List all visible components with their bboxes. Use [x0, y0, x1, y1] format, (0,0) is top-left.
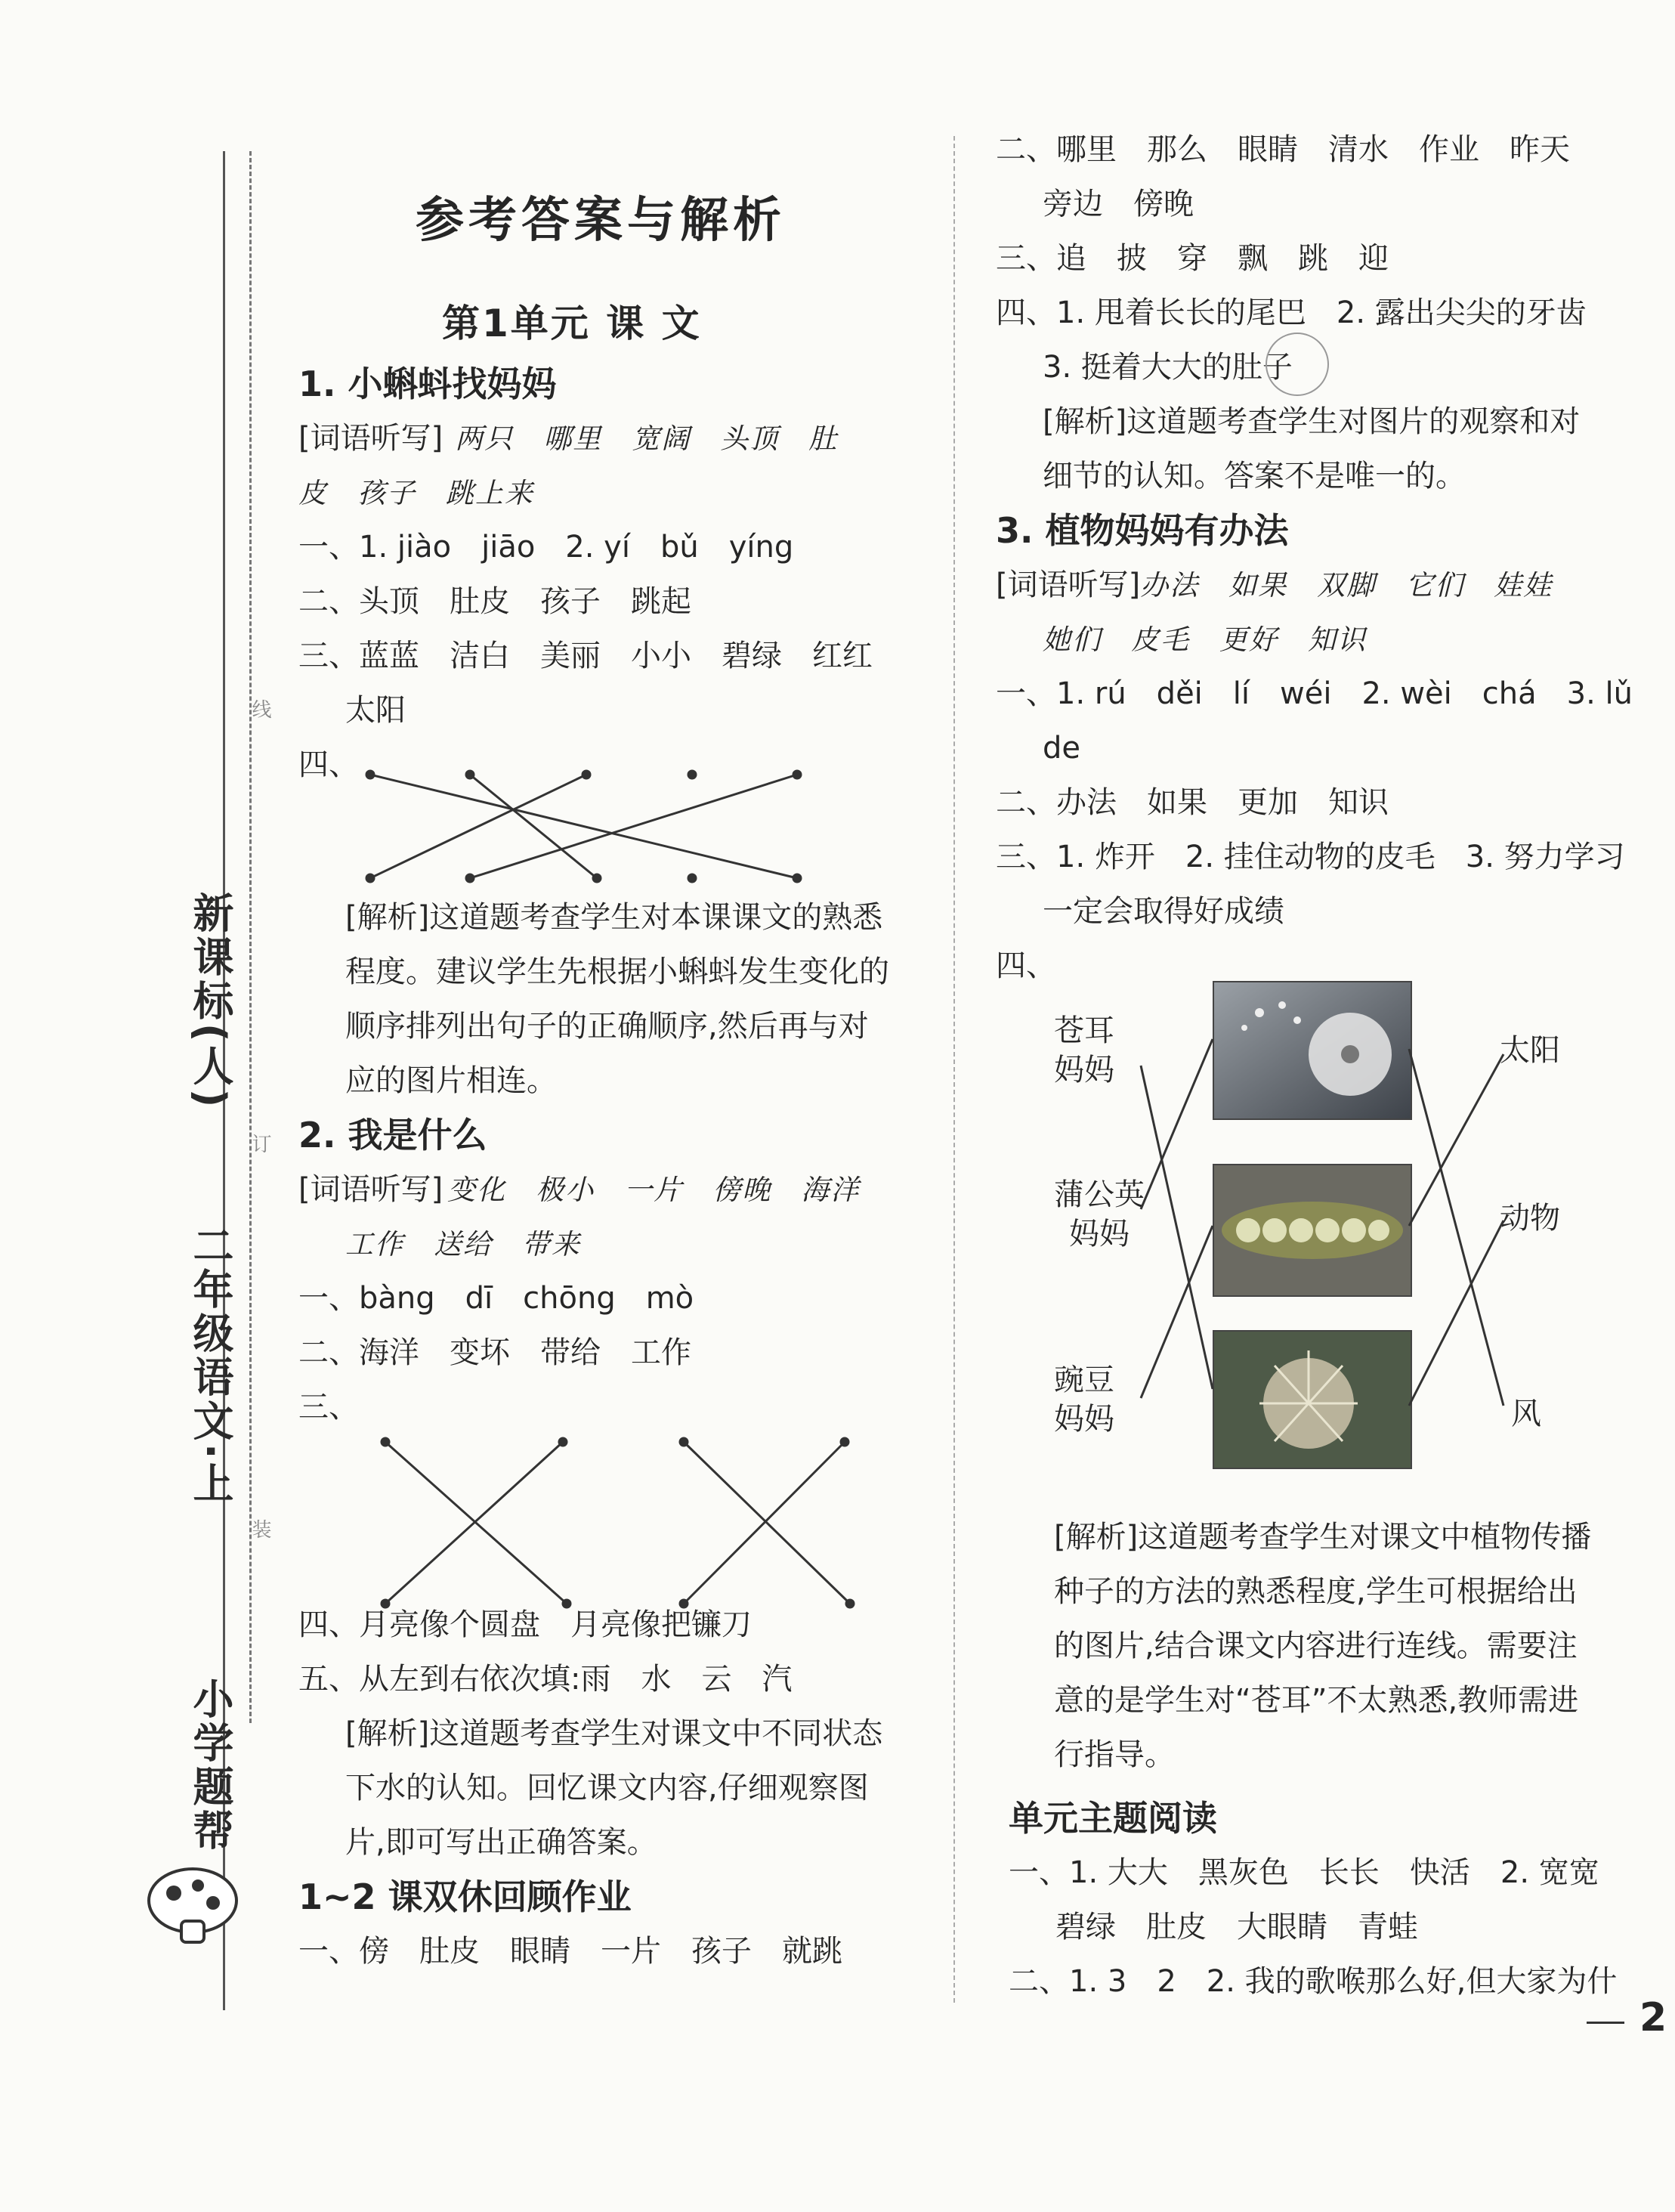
match-right-sun: 太阳 [1500, 1033, 1560, 1068]
analysis-line: 片,即可写出正确答案。 [345, 1825, 657, 1860]
answer-line: 一、1. jiào jiāo 2. yí bǔ yíng [298, 530, 794, 565]
answer-line: 三、 [298, 1390, 359, 1425]
answer-line: 四、1. 甩着长长的尾巴 2. 露出尖尖的牙齿 [996, 295, 1587, 330]
match-left-cocklebur: 苍耳 妈妈 [1054, 1013, 1114, 1087]
answer-line: 二、头顶 肚皮 孩子 跳起 [298, 584, 691, 619]
binding-mark-bind: 订 [249, 1134, 271, 1153]
column-divider [953, 136, 955, 2003]
sidebar-grade: 二年级语文·上 [187, 1224, 234, 1506]
answer-line: 二、办法 如果 更加 知识 [996, 785, 1389, 820]
answer-line: 一、1. 大大 黑灰色 长长 快活 2. 宽宽 [1009, 1855, 1599, 1890]
analysis-line: [解析]这道题考查学生对图片的观察和对 [1043, 404, 1581, 439]
dictation-answer: 她们 皮毛 更好 知识 [1043, 623, 1367, 656]
unit-reading-section [1009, 1791, 1617, 2009]
dictation-label: [词语听写] [298, 421, 443, 456]
answer-line: 二、哪里 那么 眼睛 清水 作业 昨天 [996, 132, 1570, 167]
dictation-answer: 变化 极小 一片 傍晚 海洋 [447, 1174, 861, 1206]
answer-line: 三、追 披 穿 飘 跳 迎 [996, 241, 1389, 276]
analysis-line: [解析]这道题考查学生对本课课文的熟悉 [345, 900, 883, 935]
match-line [370, 775, 586, 878]
analysis-line: 应的图片相连。 [345, 1063, 557, 1098]
match-line [470, 775, 597, 878]
analysis-line: 细节的认知。答案不是唯一的。 [1043, 459, 1466, 493]
pea-pod-photo [1213, 1164, 1412, 1297]
dictation-answer: 两只 哪里 宽阔 头顶 肚 [455, 422, 839, 455]
answer-line: 四、 [298, 747, 359, 782]
answer-line: 碧绿 肚皮 大眼睛 青蛙 [1055, 1910, 1418, 1944]
analysis-line: [解析]这道题考查学生对课文中植物传播 [1054, 1520, 1592, 1555]
sidebar-series: 小学题帮 [187, 1678, 234, 1853]
analysis-line: 意的是学生对“苍耳”不太熟悉,教师需进 [1054, 1683, 1579, 1718]
analysis-line: 程度。建议学生先根据小蝌蚪发生变化的 [345, 954, 889, 989]
dictation-label: [词语听写] [996, 568, 1141, 602]
analysis-line: 下水的认知。回忆课文内容,仔细观察图 [345, 1771, 869, 1805]
dictation-answer: 皮 孩子 跳上来 [298, 477, 534, 509]
dictation-answer: 工作 送给 带来 [345, 1228, 581, 1261]
watermark-stamp [1266, 333, 1329, 396]
page-number: 2 [1639, 1995, 1667, 2040]
answer-line: 二、1. 3 2 2. 我的歌喉那么好,但大家为什 [1009, 1964, 1618, 1999]
answer-line: 旁边 傍晚 [1043, 187, 1194, 221]
answer-line: 一、傍 肚皮 眼睛 一片 孩子 就跳 [298, 1934, 842, 1969]
right-column-lower [1054, 1510, 1591, 1782]
match-right-wind: 风 [1511, 1397, 1541, 1431]
unit-heading: 第1单元 课 文 [442, 302, 702, 345]
analysis-line: 的图片,结合课文内容进行连线。需要注 [1054, 1629, 1578, 1663]
answer-line: 三、1. 炸开 2. 挂住动物的皮毛 3. 努力学习 [996, 840, 1625, 874]
answer-line: 四、月亮像个圆盘 月亮像把镰刀 [298, 1607, 752, 1642]
lesson3-heading: 3. 植物妈妈有办法 [996, 510, 1289, 551]
binding-mark-attach: 装 [249, 1519, 271, 1539]
match-right-animal: 动物 [1500, 1201, 1560, 1236]
unit-reading-heading: 单元主题阅读 [1009, 1798, 1217, 1839]
review-heading: 1~2 课双休回顾作业 [298, 1876, 632, 1917]
dandelion-photo [1213, 981, 1412, 1120]
burdock-photo [1213, 1330, 1412, 1469]
answer-line: 3. 挺着大大的肚子 [1043, 350, 1293, 385]
analysis-line: 行指导。 [1054, 1737, 1175, 1772]
match-line [470, 775, 797, 878]
answer-line: 一、1. rú děi lí wéi 2. wèi chá 3. lǔ [996, 676, 1633, 711]
answer-line: 四、 [996, 948, 1056, 983]
match-left-pea: 豌豆 妈妈 [1054, 1363, 1114, 1437]
analysis-line: 顺序排列出句子的正确顺序,然后再与对 [345, 1009, 869, 1044]
binding-mark-line: 线 [249, 699, 271, 719]
answer-line: de [1043, 731, 1080, 766]
page-title: 参考答案与解析 [416, 193, 786, 249]
analysis-line: [解析]这道题考查学生对课文中不同状态 [345, 1716, 883, 1751]
lesson1-heading: 1. 小蝌蚪找妈妈 [298, 364, 557, 404]
answer-line: 一定会取得好成绩 [1043, 894, 1284, 929]
dictation-answer: 办法 如果 双脚 它们 娃娃 [1140, 569, 1553, 602]
answer-line: 一、bàng dī chōng mò [298, 1281, 694, 1316]
right-column [996, 122, 1633, 993]
match-left-dandelion: 蒲公英 妈妈 [1054, 1177, 1145, 1251]
answer-line: 三、蓝蓝 洁白 美丽 小小 碧绿 红红 [298, 639, 873, 673]
match-line [370, 775, 797, 878]
sidebar-edition: 新课标(人) [187, 892, 234, 1111]
answer-line: 太阳 [345, 693, 406, 728]
answer-line: 二、海洋 变坏 带给 工作 [298, 1335, 691, 1370]
answer-line: 五、从左到右依次填:雨 水 云 汽 [298, 1662, 793, 1697]
lesson2-heading: 2. 我是什么 [298, 1115, 487, 1155]
page-number-dash [1587, 2022, 1624, 2024]
dictation-label: [词语听写] [298, 1172, 443, 1207]
analysis-line: 种子的方法的熟悉程度,学生可根据给出 [1054, 1574, 1578, 1609]
